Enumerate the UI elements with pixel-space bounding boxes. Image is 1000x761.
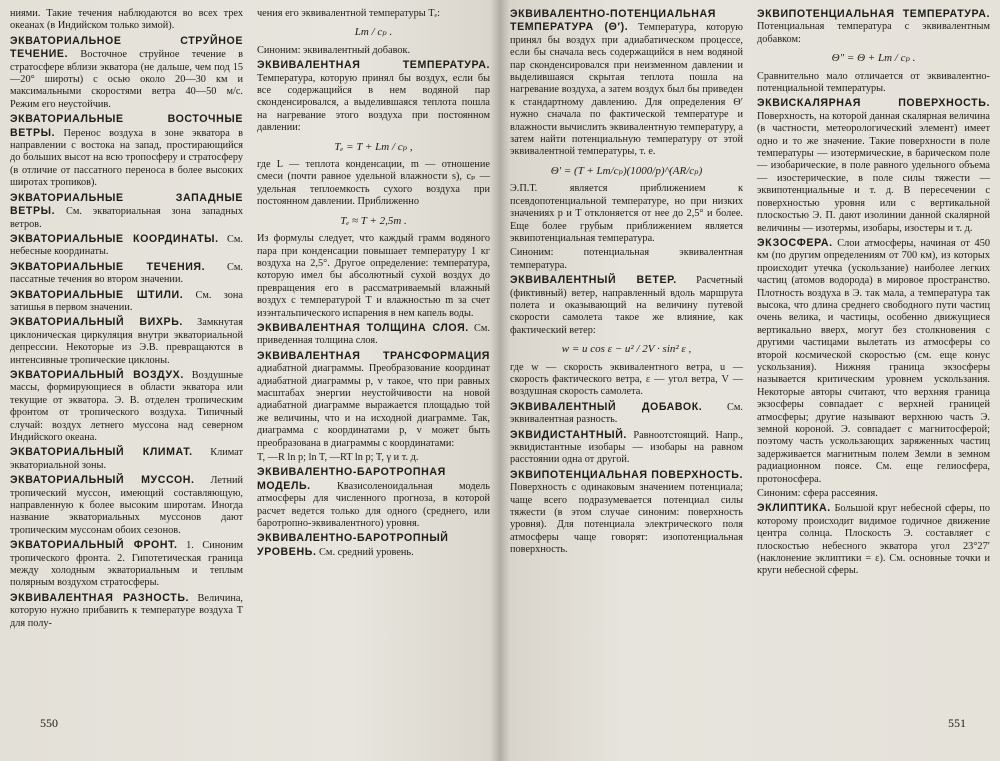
entry-headword: ЭКВАТОРИАЛЬНЫЙ ВИХРЬ. bbox=[10, 316, 183, 329]
left-column-1 bbox=[10, 8, 243, 708]
dictionary-entry bbox=[10, 113, 243, 189]
entry-body: Летний тропический муссон, имеющий составляющую, направленную к более высоким широтам. Иногда название экваториальных муссонов дают тропическим муссонам обоих сезонов. bbox=[10, 475, 243, 536]
entry-headword: ЭКВАТОРИАЛЬНЫЙ ВОЗДУХ. bbox=[10, 368, 184, 381]
entry-text bbox=[257, 452, 490, 464]
entry-headword: ЭКВИВАЛЕНТНАЯ ТОЛЩИНА СЛОЯ. bbox=[257, 321, 469, 334]
entry-headword: ЭКВИВАЛЕНТНАЯ ТЕМПЕРАТУРА. bbox=[257, 59, 490, 72]
entry-body: Из формулы следует, что каждый грамм водяного пара при конденсации повышает температуру 1 кг воздуха на 2,5°. Другое определение: температура, которую имел бы абсолютный сухой воздух до превращения его в рассматриваемый влажный воздух с температурой T и влажностью m за счет изэнтальпического испарения в нем капель воды. bbox=[257, 233, 490, 319]
dictionary-entry bbox=[510, 8, 743, 159]
entry-text bbox=[510, 247, 743, 272]
entry-text bbox=[10, 8, 243, 33]
dictionary-entry bbox=[10, 446, 243, 472]
formula: Tₑ ≈ T + 2,5m . bbox=[340, 214, 407, 227]
entry-headword: ЭКВИВАЛЕНТНЫЙ ДОБАВОК. bbox=[510, 400, 703, 413]
entry-body: См. пассатные течения во втором значении. bbox=[10, 261, 243, 286]
entry-body: Величина, которую нужно прибавить к температуре воздуха T для полу- bbox=[10, 592, 243, 629]
entry-body: См. средний уровень. bbox=[316, 546, 414, 558]
entry-body: Большой круг небесной сферы, по которому происходит видимое годичное движение центра солнца. Плоскость Э. составляет с плоскостью небесного экватора угол 23°27′ (наклонение эклиптики = ε). См. основные точки и круги небесной сферы. bbox=[757, 503, 990, 577]
entry-headword: ЭКВИПОТЕНЦИАЛЬНАЯ ТЕМПЕРАТУРА. bbox=[757, 8, 990, 20]
entry-headword: ЭКВИДИСТАНТНЫЙ. bbox=[510, 428, 627, 441]
entry-headword: ЭКВИВАЛЕНТНО-БАРОТРОПНЫЙ УРОВЕНЬ. bbox=[257, 532, 449, 558]
entry-body: Расчетный (фиктивный) ветер, направленный вдоль маршрута полета и оказывающий на величину путевой скорости самолета такое же влияние, как фактический ветер: bbox=[510, 275, 743, 336]
entry-headword: ЭКВАТОРИАЛЬНЫЕ ЗАПАДНЫЕ ВЕТРЫ. bbox=[10, 191, 243, 218]
formula: Lm / cₚ . bbox=[354, 26, 393, 39]
dictionary-entry bbox=[257, 350, 490, 450]
dictionary-entry bbox=[510, 429, 743, 467]
entry-body: Синоним: потенциальная эквивалентная температура. bbox=[510, 247, 743, 271]
entry-body: См. эквивалентная разность. bbox=[510, 401, 743, 426]
dictionary-entry bbox=[757, 502, 990, 577]
entry-headword: ЭКВАТОРИАЛЬНЫЙ МУССОН. bbox=[10, 474, 195, 487]
entry-headword: ЭКВИВАЛЕНТНО-БАРОТРОПНАЯ МОДЕЛЬ. bbox=[257, 466, 446, 492]
left-columns bbox=[10, 8, 490, 708]
entry-body: Квазисоленоидальная модель атмосферы для численного прогноза, в которой расчет ведется только для одного (среднего, или баротропно-эквивалентного) уровня. bbox=[257, 480, 490, 530]
entry-body: Э.П.Т. является приближением к псевдопотенциальной температуре, но при низких значениях p и T отклоняется от нее до 2,5° и более. Еще более грубым приближением является эквипотенциальная температура. bbox=[510, 183, 743, 244]
entry-headword: ЭКВАТОРИАЛЬНЫЕ ШТИЛИ. bbox=[10, 288, 184, 301]
dictionary-entry bbox=[510, 401, 743, 427]
entry-headword: ЭКВИСКАЛЯРНАЯ ПОВЕРХНОСТЬ. bbox=[757, 97, 990, 110]
entry-headword: ЭКВАТОРИАЛЬНОЕ СТРУЙНОЕ ТЕЧЕНИЕ. bbox=[10, 34, 243, 61]
page-number-left: 550 bbox=[40, 716, 58, 730]
dictionary-entry bbox=[510, 274, 743, 337]
entry-headword: ЭКВАТОРИАЛЬНЫЕ ВОСТОЧНЫЕ ВЕТРЫ. bbox=[10, 113, 243, 139]
entry-text bbox=[510, 183, 743, 245]
entry-text bbox=[257, 8, 490, 20]
entry-body: чения его эквивалентной температуры Tₑ: bbox=[257, 8, 441, 19]
entry-headword: ЭКВИВАЛЕНТНАЯ ТРАНСФОРМАЦИЯ bbox=[257, 349, 490, 362]
dictionary-entry bbox=[10, 369, 243, 444]
entry-text bbox=[257, 233, 490, 320]
entry-headword: ЭКВИВАЛЕНТНАЯ РАЗНОСТЬ. bbox=[10, 591, 190, 604]
entry-body: где L — теплота конденсации, m — отношение смеси (почти равное удельной влажности s), cₚ — удельная теплоемкость сухого воздуха при постоянном давлении. Приближенно bbox=[257, 159, 490, 208]
entry-body: Синоним: сфера рассеяния. bbox=[757, 488, 878, 500]
formula: Tₑ = T + Lm / cₚ , bbox=[334, 140, 413, 153]
dictionary-entry bbox=[757, 237, 990, 486]
entry-text bbox=[757, 71, 990, 96]
dictionary-entry bbox=[257, 466, 490, 530]
formula: w = u cos ε − u² / 2V · sin² ε , bbox=[561, 343, 692, 356]
entry-headword: ЭКВАТОРИАЛЬНЫЕ КООРДИНАТЫ. bbox=[10, 232, 219, 245]
dictionary-entry bbox=[757, 8, 990, 46]
entry-headword: ЭКЗОСФЕРА. bbox=[757, 236, 833, 249]
entry-body: Синоним: эквивалентный добавок. bbox=[257, 44, 411, 56]
dictionary-entry bbox=[757, 97, 990, 234]
entry-body: Воздушные массы, формирующиеся в области экватора или текущие от экватора. Э. В. отделен тропическим фронтом от тропического воздуха. Типичный случай: воздух летнего муссона над северном Индийского океана. bbox=[10, 369, 243, 443]
dictionary-entry bbox=[510, 469, 743, 557]
entry-body: 1. Синоним тропического фронта. 2. Гипотетическая граница между холодным экваториальным и теплым полярным воздухом стратосферы. bbox=[10, 540, 243, 589]
dictionary-entry bbox=[10, 592, 243, 630]
entry-body: См. небесные координаты. bbox=[10, 233, 243, 258]
entry-body: Сравнительно мало отличается от эквивалентно-потенциальной температуры. bbox=[757, 70, 990, 95]
entry-headword: ЭКВИВАЛЕНТНЫЙ ВЕТЕР. bbox=[510, 274, 677, 287]
entry-body: Равноотстоящий. Напр., эквидистантные изобары — изобары на равном расстоянии одна от другой. bbox=[510, 429, 743, 466]
dictionary-entry bbox=[10, 539, 243, 590]
page-number-right: 551 bbox=[948, 716, 966, 730]
entry-body: Перенос воздуха в зоне экватора в направлении с востока на запад, простирающийся до больших высот на всю тропосферу и стратосферу (в отличие от пассатного переноса в более высоких широтах тропиков). bbox=[10, 127, 243, 189]
entry-body: T, —R ln p; ln T, —RT ln p; T, γ и т. д. bbox=[257, 452, 419, 463]
entry-text bbox=[257, 45, 490, 57]
entry-headword: ЭКВИВАЛЕНТНО-ПОТЕНЦИАЛЬНАЯ ТЕМПЕРАТУРА (Θ′). bbox=[510, 8, 716, 34]
dictionary-entry bbox=[10, 316, 243, 367]
entry-body: Температура, которую принял бы воздух при адиабатическом процессе, если бы сначала весь содержащийся в нем водяной пар сконденсировался при неизменном давлении и выделившаяся скрытая теплота пошла на нагревание воздуха, а затем воздух был бы приведен к стандартному давлению. Для определения Θ′ нужно сначала по фактической температуре и влажности вычислить эквивалентную температуру, а затем найти потенциальную температуру от этой эквивалентной температуры, т. е. bbox=[510, 22, 743, 158]
dictionary-entry bbox=[10, 192, 243, 231]
dictionary-entry bbox=[10, 289, 243, 315]
entry-body: Температура, которую принял бы воздух, если бы все содержащийся в нем водяной пар сконденсировался, а выделившаяся теплота пошла на нагревание этого воздуха при постоянном давлении: bbox=[257, 72, 490, 134]
entry-text bbox=[757, 488, 990, 500]
dictionary-entry bbox=[257, 532, 490, 559]
entry-headword: ЭКВИПОТЕНЦИАЛЬНАЯ ПОВЕРХНОСТЬ. bbox=[510, 468, 743, 481]
entry-body: См. зона затишья в первом значении. bbox=[10, 289, 244, 313]
entry-body: См. приведенная толщина слоя. bbox=[257, 322, 490, 347]
entry-body: См. экваториальная зона западных ветров. bbox=[10, 206, 243, 230]
entry-headword: ЭКВАТОРИАЛЬНЫЙ КЛИМАТ. bbox=[10, 446, 193, 459]
entry-body: Поверхность, на которой данная скалярная величина (в частности, метеорологический элемент) имеет одно и то же значение. Такие поверхности в поле температуры — изотермические, в барическом поле — изобарические, в поле равного удельного объема — изостерические, в поле силы тяжести — эквипотенциальные и т. д. В пересечении с поверхностью уровня или с вертикальной плоскостью Э. П. дают изолинии данной скалярной величины — изотермы, изобары, изостеры и т. д. bbox=[757, 110, 990, 234]
entry-body: ниями. Такие течения наблюдаются во всех трех океанах (в Индийском только зимой). bbox=[10, 8, 243, 32]
formula: Θ′ = (T + Lm/cₚ)(1000/p)^(AR/cₚ) bbox=[550, 164, 703, 177]
entry-headword: ЭКВАТОРИАЛЬНЫЕ ТЕЧЕНИЯ. bbox=[10, 260, 206, 273]
dictionary-entry bbox=[257, 59, 490, 134]
entry-text bbox=[257, 159, 490, 209]
entry-body: Слои атмосферы, начиная от 450 км (по другим определениям от 700 км), из которых происходит утечка (ускользание) наиболее легких частиц (атомов водорода) в мировое пространство. Плотность воздуха в Э. так мала, а температура так высока, что длина среднего свободного пути частиц очень велика, и частицы, особенно движущиеся вертикально вверх, могут без столкновения с другими частицами вылетать из атмосферы со второй космической скоростью (см. еще конус ускользания). Нижняя граница экзосферы называется критическим уровнем ускользания. Некоторые авторы считают, что верхняя граница экзосферы совпадает с верхней границей атмосферы; другие называют верхнюю часть Э. земной короной. Э. совпадает с магнитосферой; поэтому часть ускользающих заряженных частиц задерживается магнитным полем Земли в земном радиационном поясе. См. еще гелиосфера, протоносфера. bbox=[757, 237, 990, 485]
dictionary-entry bbox=[257, 322, 490, 348]
entry-body: адиабатной диаграммы. Преобразование координат адиабатной диаграммы p, v такое, что при равных масштабах энергии неустойчивости на новой адиабатной диаграмме выражается площадью той же величины, что и на исходной диаграмме. Так, диаграмма с координатами p, v может быть преобразована в диаграммы с координатами: bbox=[257, 363, 490, 449]
entry-text bbox=[510, 362, 743, 399]
dictionary-entry bbox=[10, 474, 243, 537]
entry-headword: ЭКЛИПТИКА. bbox=[757, 502, 831, 515]
formula: Θ″ = Θ + Lm / cₚ . bbox=[831, 52, 916, 65]
entry-body: Восточное струйное течение в стратосфере вблизи экватора (не дальше, чем под 15—20° широты) с осью около 20—30 км и максимальными скоростями ветра 40—50 м/с. Режим его неустойчив. bbox=[10, 49, 243, 110]
right-page bbox=[500, 0, 1000, 761]
entry-body: Потенциальная температура с эквивалентным добавком: bbox=[757, 21, 990, 45]
right-columns bbox=[510, 8, 990, 708]
dictionary-entry bbox=[10, 35, 243, 111]
dictionary-entry bbox=[10, 261, 243, 287]
entry-body: Замкнутая циклоническая циркуляция внутри экваториальной депрессии. Некоторые из Э.В. превращаются в интенсивные тропические циклоны. bbox=[10, 317, 243, 366]
entry-body: где w — скорость эквивалентного ветра, u — скорость фактического ветра, ε — угол ветра, V — воздушная скорость самолета. bbox=[510, 361, 743, 398]
entry-body: Климат экваториальной зоны. bbox=[10, 447, 243, 471]
entry-headword: ЭКВАТОРИАЛЬНЫЙ ФРОНТ. bbox=[10, 539, 178, 552]
entry-body: Поверхность с одинаковым значением потенциала; чаще всего подразумевается потенциал силы тяжести (в этом случае синоним: поверхность уровня). Для потенциала электрического поля атмосферы чаще говорят: изопотенциальная поверхность. bbox=[510, 482, 743, 556]
left-column-2 bbox=[257, 8, 490, 708]
right-column-2 bbox=[757, 8, 990, 708]
right-column-1 bbox=[510, 8, 743, 708]
dictionary-entry bbox=[10, 233, 243, 259]
